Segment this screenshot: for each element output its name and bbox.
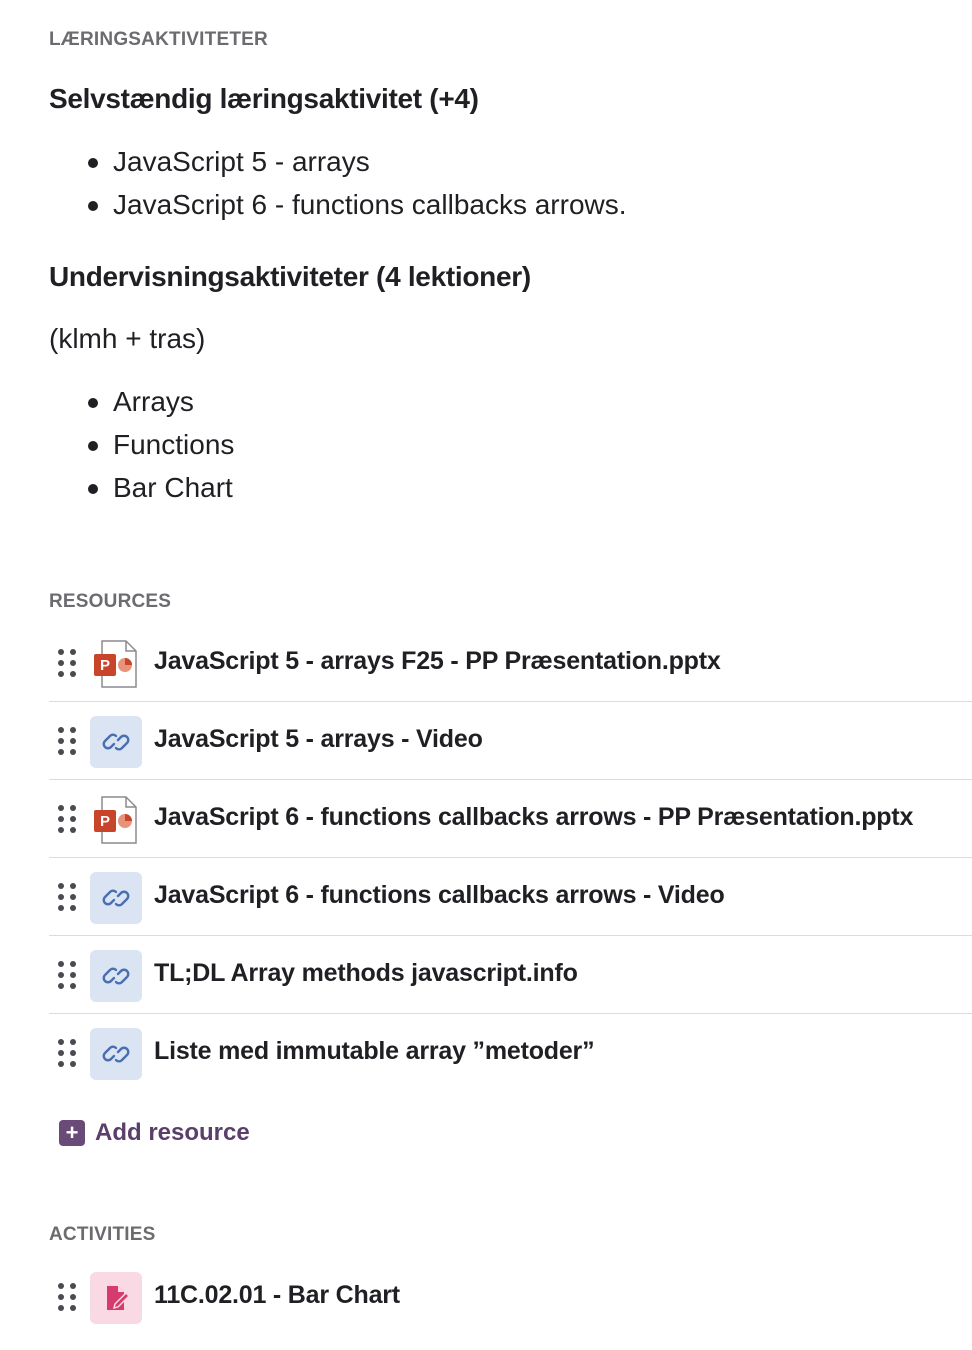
list-item: JavaScript 5 - arrays <box>49 140 627 183</box>
plus-icon: + <box>59 1120 85 1146</box>
resource-row[interactable] <box>49 1015 972 1092</box>
drag-handle-icon[interactable] <box>58 961 76 989</box>
list-item: JavaScript 6 - functions callbacks arrows. <box>49 183 627 226</box>
teaching-list <box>49 380 234 509</box>
assignment-icon <box>90 1272 142 1324</box>
activity-row[interactable] <box>49 1259 972 1336</box>
learning-section-label: LÆRINGSAKTIVITETER <box>49 29 268 50</box>
teaching-heading: Undervisningsaktiviteter (4 lektioner) <box>49 261 531 292</box>
resource-row[interactable] <box>49 859 972 936</box>
resource-row[interactable] <box>49 703 972 780</box>
link-icon <box>90 1028 142 1080</box>
add-resource-button[interactable] <box>59 1118 250 1148</box>
resources-section-label: RESOURCES <box>49 591 172 612</box>
resource-row[interactable] <box>49 937 972 1014</box>
powerpoint-icon <box>90 638 142 690</box>
resources-list <box>49 625 972 1093</box>
link-icon <box>90 716 142 768</box>
resource-title[interactable]: TL;DL Array methods javascript.info <box>154 959 578 987</box>
link-icon <box>90 950 142 1002</box>
drag-handle-icon[interactable] <box>58 727 76 755</box>
drag-handle-icon[interactable] <box>58 1283 76 1311</box>
self-study-heading: Selvstændig læringsaktivitet (+4) <box>49 83 479 114</box>
drag-handle-icon[interactable] <box>58 883 76 911</box>
list-item: Arrays <box>49 380 234 423</box>
activities-list <box>49 1259 972 1337</box>
teachers-note: (klmh + tras) <box>49 323 206 354</box>
add-resource-label: Add resource <box>95 1119 250 1146</box>
resource-title[interactable]: JavaScript 5 - arrays - Video <box>154 725 483 753</box>
svg-text:P: P <box>99 657 111 674</box>
activities-section-label: ACTIVITIES <box>49 1224 156 1245</box>
resource-title[interactable]: Liste med immutable array ”metoder” <box>154 1037 595 1065</box>
list-item: Bar Chart <box>49 466 234 509</box>
link-icon <box>90 872 142 924</box>
resource-title[interactable]: JavaScript 6 - functions callbacks arrows - PP Præsentation.pptx <box>154 803 914 831</box>
resource-title[interactable]: JavaScript 6 - functions callbacks arrows - Video <box>154 881 725 909</box>
list-item: Functions <box>49 423 234 466</box>
resource-title[interactable]: JavaScript 5 - arrays F25 - PP Præsentation.pptx <box>154 647 721 675</box>
self-study-list <box>49 140 627 226</box>
svg-text:P: P <box>99 813 111 830</box>
resource-row[interactable] <box>49 625 972 702</box>
resource-row[interactable] <box>49 781 972 858</box>
activity-title[interactable]: 11C.02.01 - Bar Chart <box>154 1281 400 1309</box>
drag-handle-icon[interactable] <box>58 649 76 677</box>
powerpoint-icon <box>90 794 142 846</box>
drag-handle-icon[interactable] <box>58 1039 76 1067</box>
drag-handle-icon[interactable] <box>58 805 76 833</box>
